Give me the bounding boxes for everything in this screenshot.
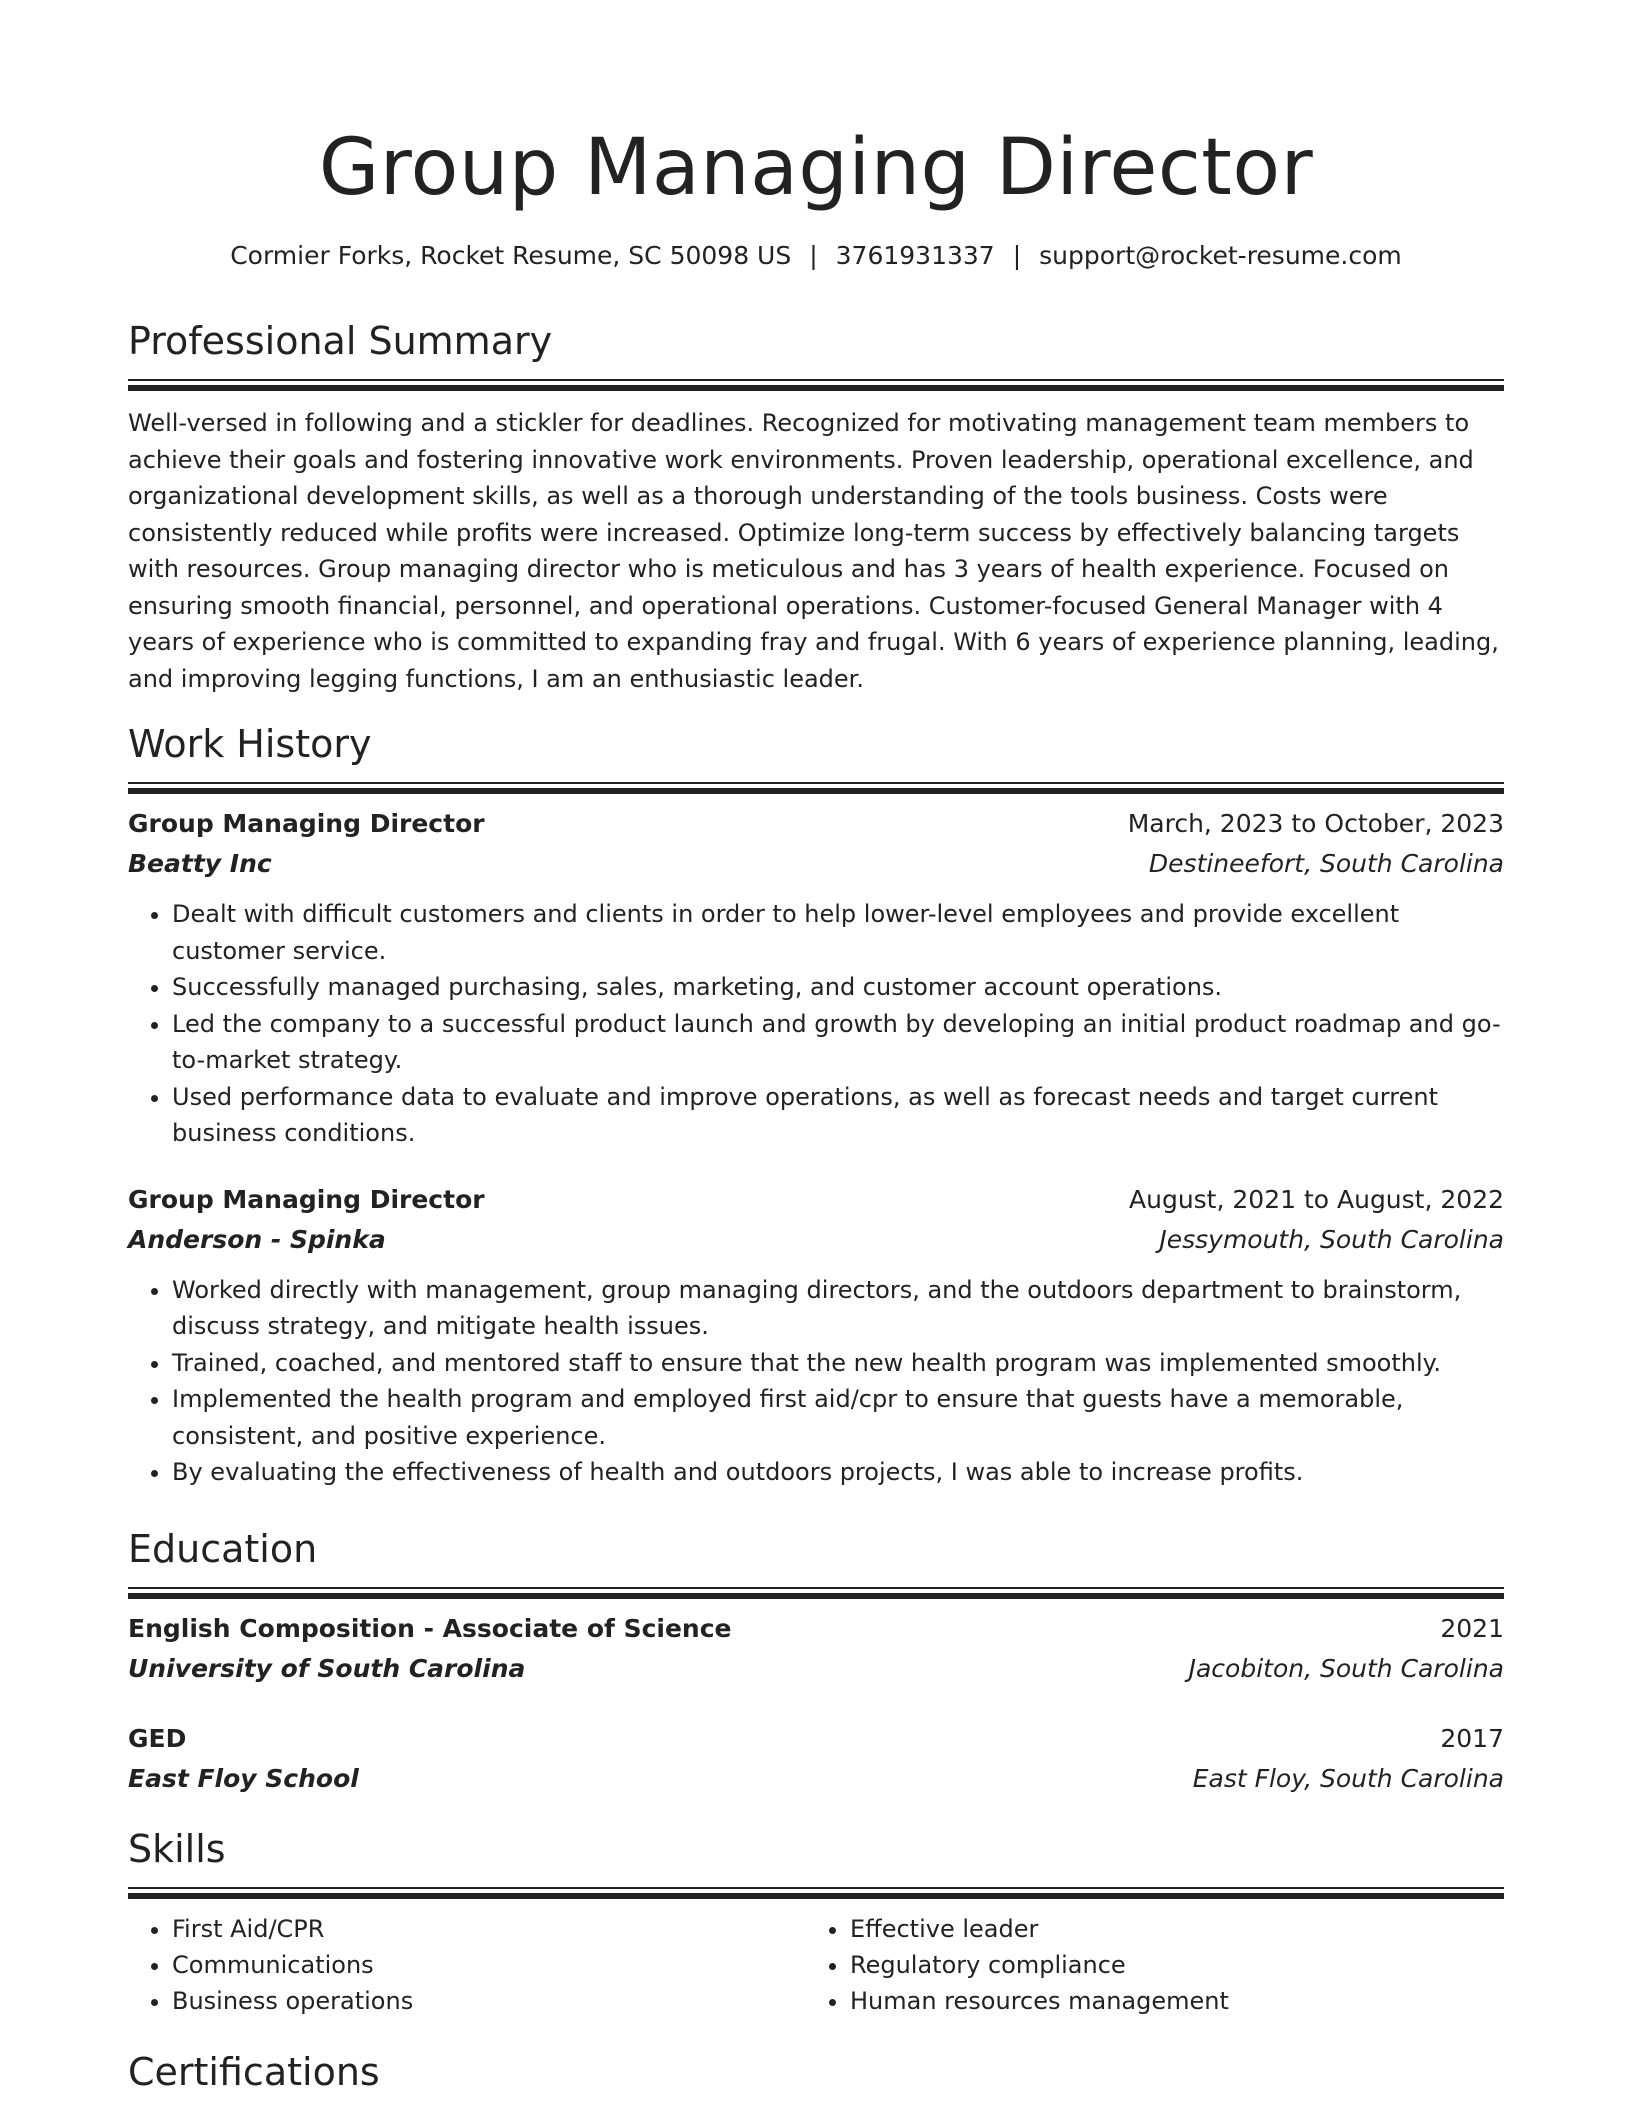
section-divider-thick: [128, 1893, 1504, 1899]
job-company: Beatty Inc: [128, 849, 272, 878]
summary-section: [128, 316, 1504, 697]
education-degree: GED: [128, 1724, 187, 1753]
section-divider: [128, 379, 1504, 381]
candidate-name: Group Managing Director: [318, 123, 1314, 213]
contact-line: [128, 238, 1504, 274]
education-entry: [128, 1609, 1504, 1689]
education-location: Jacobiton, South Carolina: [1188, 1654, 1504, 1683]
section-title-education: Education: [128, 1527, 318, 1571]
job-bullets: [128, 896, 1504, 1152]
job-dates: March, 2023 to October, 2023: [1127, 809, 1504, 838]
education-school: University of South Carolina: [128, 1654, 526, 1683]
skills-column-left: [128, 1911, 806, 2019]
list-item: • Used performance data to evaluate and improve operations, as well as forecast needs and target current business conditions.: [172, 1079, 1504, 1152]
list-item: • Led the company to a successful product launch and growth by developing an initial product roadmap and go-to-market strategy.: [172, 1006, 1504, 1079]
section-divider-thick: [128, 385, 1504, 391]
section-divider: [128, 1587, 1504, 1589]
section-divider: [128, 782, 1504, 784]
list-item: • Worked directly with management, group managing directors, and the outdoors department to brainstorm, discuss strategy, and mitigate health issues.: [172, 1272, 1504, 1345]
skill-item: • Regulatory compliance: [850, 1947, 1484, 1983]
job-role: Group Managing Director: [128, 809, 485, 838]
education-degree: English Composition - Associate of Science: [128, 1614, 732, 1643]
education-entry: [128, 1719, 1504, 1799]
list-item: • Trained, coached, and mentored staff to ensure that the new health program was implemented smoothly.: [172, 1345, 1504, 1382]
skill-item: • Effective leader: [850, 1911, 1484, 1947]
section-title-work-history: Work History: [128, 722, 372, 766]
section-divider: [128, 1887, 1504, 1889]
contact-separator: |: [1012, 241, 1022, 270]
job-location: Destineefort, South Carolina: [1148, 849, 1504, 878]
skills-column-right: [806, 1911, 1484, 2019]
skill-item: • Communications: [172, 1947, 806, 1983]
education-year: 2017: [1440, 1724, 1504, 1753]
job-entry: [128, 804, 1504, 1152]
certifications-section: [128, 2047, 1504, 2097]
education-year: 2021: [1440, 1614, 1504, 1643]
job-entry: [128, 1180, 1504, 1491]
list-item: • Successfully managed purchasing, sales, marketing, and customer account operations.: [172, 969, 1504, 1006]
job-bullets: [128, 1272, 1504, 1491]
skill-item: • Human resources management: [850, 1983, 1484, 2019]
education-school: East Floy School: [128, 1764, 359, 1793]
section-title-certifications: Certifications: [128, 2050, 380, 2094]
contact-separator: |: [809, 241, 818, 270]
list-item: • Implemented the health program and employed first aid/cpr to ensure that guests have a memorable, consistent, and positive experience.: [172, 1381, 1504, 1454]
job-role: Group Managing Director: [128, 1184, 485, 1214]
skill-item: • Business operations: [172, 1983, 806, 2019]
contact-address: Cormier Forks, Rocket Resume, SC 50098 US: [230, 241, 792, 270]
section-title-summary: Professional Summary: [128, 319, 553, 363]
section-divider-thick: [128, 788, 1504, 794]
list-item: • By evaluating the effectiveness of health and outdoors projects, I was able to increase profits.: [172, 1454, 1504, 1491]
job-company: Anderson - Spinka: [128, 1224, 386, 1254]
summary-text: Well-versed in following and a stickler for deadlines. Recognized for motivating management team members to achieve their goals and fostering innovative work environments. Proven leadership, operational excellence, and organizational development skills, as well as a thorough understanding of the tools business. Costs were consistently reduced while profits were increased. Optimize long-term success by effectively balancing targets with resources. Group managing director who is meticulous and has 3 years of health experience. Focused on ensuring smooth financial, personnel, and operational operations. Customer-focused General Manager with 4 years of experience who is committed to expanding fray and frugal. With 6 years of experience planning, leading, and improving legging functions, I am an enthusiastic leader.: [128, 409, 1499, 693]
section-divider-thick: [128, 1593, 1504, 1599]
contact-phone: 3761931337: [835, 241, 995, 270]
skill-item: • First Aid/CPR: [172, 1911, 806, 1947]
skills-list: [128, 1911, 1504, 2019]
list-item: • Dealt with difficult customers and clients in order to help lower-level employees and provide excellent customer service.: [172, 896, 1504, 969]
contact-email[interactable]: support@rocket-resume.com: [1039, 241, 1402, 270]
work-history-section: [128, 719, 1504, 1491]
education-section: [128, 1524, 1504, 1799]
section-title-skills: Skills: [128, 1827, 226, 1871]
education-location: East Floy, South Carolina: [1192, 1764, 1504, 1793]
job-location: Jessymouth, South Carolina: [1159, 1224, 1504, 1254]
skills-section: [128, 1824, 1504, 2019]
job-dates: August, 2021 to August, 2022: [1129, 1184, 1504, 1214]
